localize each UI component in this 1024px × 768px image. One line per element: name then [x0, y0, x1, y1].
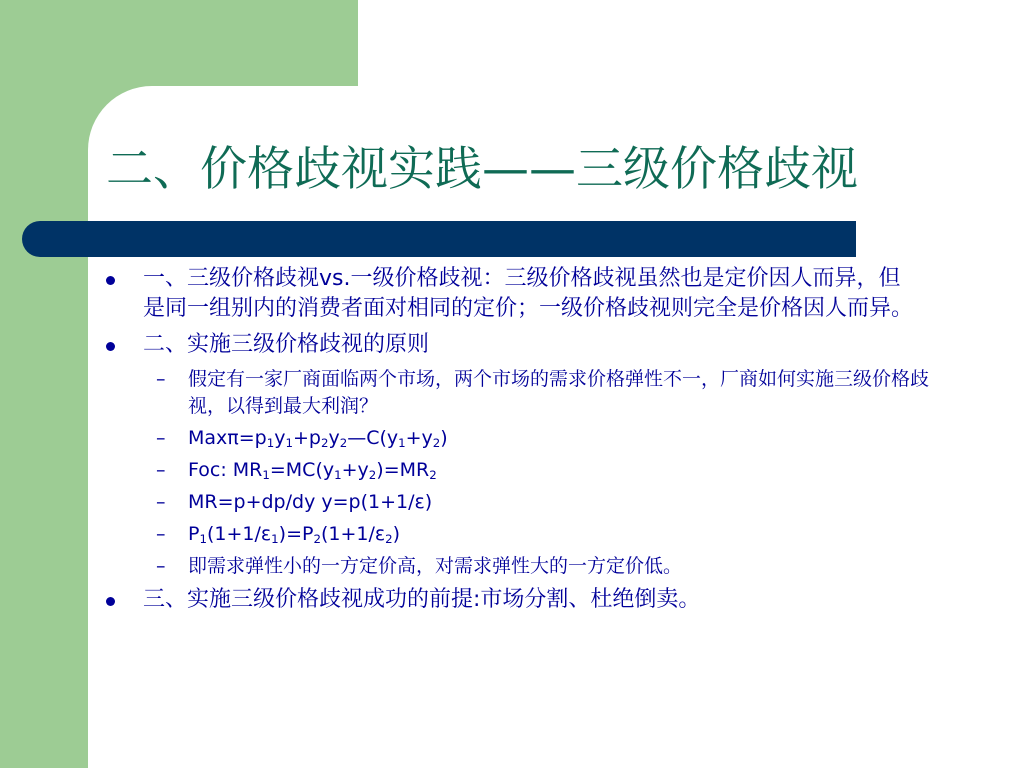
bullet-text: 二、实施三级价格歧视的原则: [143, 332, 430, 357]
dash-marker: –: [156, 459, 166, 481]
sub-item-assumption: [100, 366, 960, 420]
dash-marker: –: [156, 555, 166, 577]
dash-marker: –: [156, 427, 166, 449]
foc-formula: Foc: $MR_1=MC(y_1+y_2)=MR_2$: [188, 459, 437, 482]
title-underline-bar: [22, 221, 856, 257]
bullet-icon: [106, 276, 115, 285]
sub-item-foc: [100, 457, 960, 484]
sub-item-objective: [100, 425, 960, 452]
dash-marker: –: [156, 523, 166, 545]
mr-formula: MR=p+dp/dy y=p(1+1/ε): [188, 491, 433, 513]
bullet-item-2: [100, 330, 960, 360]
price-condition-formula: $P_1(1+1/\varepsilon_1)=P_2(1+1/\varepsilon_2)$: [188, 523, 401, 546]
sub-item-text: 假定有一家厂商面临两个市场，两个市场的需求价格弹性不一，厂商如何实施三级价格歧视，以得到最大利润？: [188, 368, 930, 417]
dash-marker: –: [156, 368, 166, 390]
objective-formula: $Max\pi=p_1y_1+p_2y_2—C(y_1+y_2)$: [188, 427, 448, 450]
bullet-item-1: [100, 264, 960, 324]
bullet-text: 一、三级价格歧视vs.一级价格歧视：三级价格歧视虽然也是定价因人而异，但是同一组别内的消费者面对相同的定价；一级价格歧视则完全是价格因人而异。: [143, 266, 914, 321]
bullet-item-3: [100, 585, 960, 615]
slide-body: [100, 264, 960, 621]
sub-item-price-condition: [100, 521, 960, 548]
slide-title: 二、价格歧视实践——三级价格歧视: [106, 142, 858, 197]
bullet-icon: [106, 597, 115, 606]
bullet-text: 三、实施三级价格歧视成功的前提:市场分割、杜绝倒卖。: [143, 587, 701, 612]
sub-item-mr: [100, 489, 960, 516]
sub-item-text: 即需求弹性小的一方定价高，对需求弹性大的一方定价低。: [188, 555, 683, 577]
dash-marker: –: [156, 491, 166, 513]
sub-item-conclusion: [100, 553, 960, 580]
bullet-icon: [106, 342, 115, 351]
